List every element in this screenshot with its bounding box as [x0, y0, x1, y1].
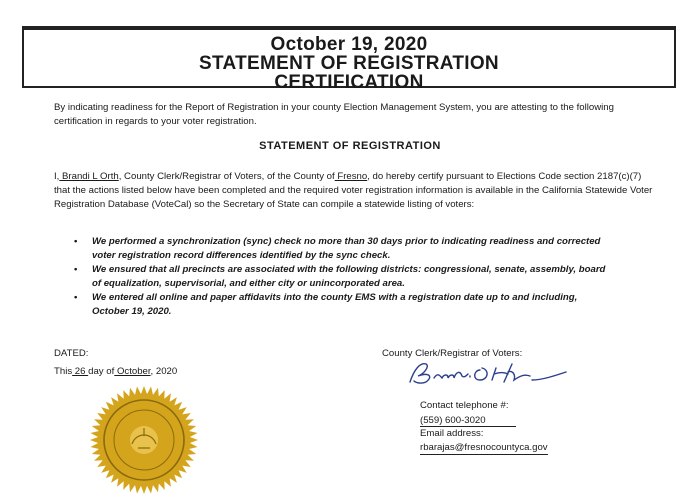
dated-label: DATED:	[54, 348, 89, 359]
email-address-value: rbarajas@fresnocountyca.gov	[420, 442, 548, 453]
dated-month: October	[114, 366, 151, 377]
clerk-label: County Clerk/Registrar of Voters:	[382, 348, 523, 359]
county-name: Fresno	[334, 171, 368, 182]
title-box	[22, 26, 676, 93]
bullet-text: We performed a synchronization (sync) check no more than 30 days prior to indicating readiness and corrected voter registration record differences identified by the sync check.	[92, 236, 601, 261]
intro-paragraph: By indicating readiness for the Report of Registration in your county Election Management System, you are attesting to the following certification in regards to your voter registration.	[54, 102, 614, 127]
gold-seal-image	[88, 384, 200, 496]
dated-day: 26	[72, 366, 89, 377]
bullet-text: We ensured that all precincts are associated with the following districts: congressional, senate, assembly, board of equalization, supervisorial, and either city or unincorporated area.	[92, 264, 606, 289]
cert-rest: , do hereby certify pursuant to Elections Code section 2187(c)(7) that the actions listed below have been completed and the required voter registration information is available in the California Statewide Voter Registration Database (VoteCal) so the Secretary of State can compile a statewide listing of voters:	[54, 171, 653, 210]
contact-telephone-value: (559) 600-3020	[420, 415, 516, 427]
section-heading: STATEMENT OF REGISTRATION	[259, 140, 441, 152]
document-date: October 19, 2020	[270, 34, 428, 55]
cert-middle: , County Clerk/Registrar of Voters, of the County of	[118, 171, 335, 182]
bullet-item	[72, 291, 612, 318]
bullet-symbol: •	[74, 264, 78, 275]
clerk-name: Brandi L Orth	[59, 171, 119, 182]
cert-prefix: I,	[54, 171, 60, 182]
dated-year: , 2020	[150, 366, 178, 377]
bullet-item	[72, 263, 612, 290]
bullet-symbol: •	[74, 236, 78, 247]
certification-bullets	[72, 235, 612, 319]
document-title-line1: STATEMENT OF REGISTRATION	[199, 53, 499, 74]
bullet-symbol: •	[74, 292, 78, 303]
dated-line	[54, 366, 177, 377]
email-address-label: Email address:	[420, 428, 484, 439]
signature-image	[404, 356, 584, 388]
dated-this: This	[54, 366, 73, 377]
dated-day-of: day of	[88, 366, 115, 377]
document-title-line2: CERTIFICATION	[274, 72, 424, 93]
certification-paragraph	[54, 170, 654, 212]
bullet-item	[72, 235, 612, 262]
contact-telephone-label: Contact telephone #:	[420, 400, 509, 411]
bullet-text: We entered all online and paper affidavits into the county EMS with a registration date up to and including, October 19, 2020.	[92, 292, 578, 317]
